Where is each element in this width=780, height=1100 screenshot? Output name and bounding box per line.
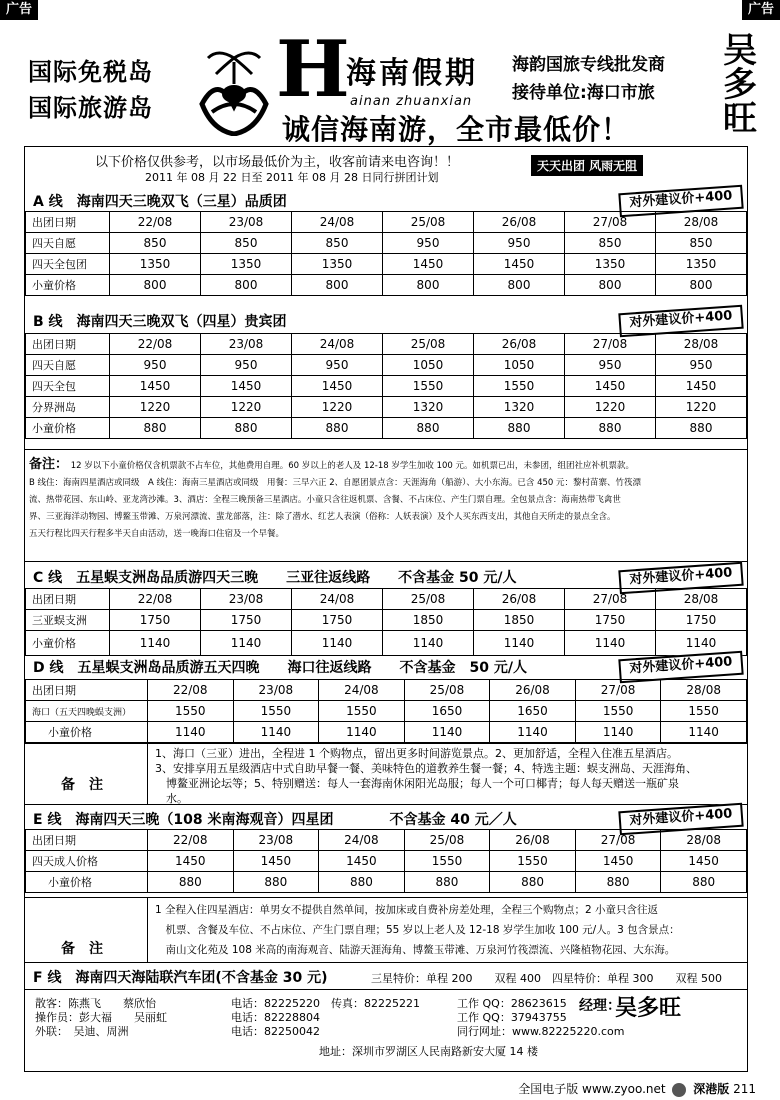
table-cell: 22/08	[110, 212, 201, 233]
table-cell: 1450	[319, 851, 405, 872]
contact-retail: 散客：陈燕飞 蔡欣怡	[35, 997, 156, 1010]
contact-qq-2: 工作 QQ：37943755	[457, 1011, 567, 1024]
table-cell: 1450	[474, 254, 565, 275]
table-cell: 1140	[201, 631, 292, 656]
table-cell: 800	[656, 275, 747, 296]
table-row	[26, 254, 747, 275]
remark-label: 备 注	[61, 777, 103, 793]
table-cell: 880	[292, 418, 383, 439]
table-row	[26, 334, 747, 355]
table-row	[26, 631, 747, 656]
table-cell: 四天自愿	[26, 355, 110, 376]
table-row	[26, 830, 747, 851]
price-sheet	[24, 146, 748, 1072]
price-table	[25, 333, 747, 439]
table-cell: 出团日期	[26, 830, 148, 851]
remark-text: 1 全程入住四星酒店：单男女不提供自然单间，按加床或自费补房差处理，全程三个购物点；2 小童只含往返 机票、含餐及车位、不占床位、产生门票自理；55 岁以上老人及 12-18 岁学生加收 100 元/人。3 包含景点： 南山文化苑及 108 米高的南海观音、陆游天涯海角、博鳌玉带滩、万泉河竹筏漂流、兴隆植物花园、大东海。	[155, 904, 680, 956]
table-cell: 出团日期	[26, 212, 110, 233]
table-cell: 22/08	[148, 680, 234, 701]
table-cell: 950	[656, 355, 747, 376]
table-row	[26, 872, 747, 893]
table-cell: 24/08	[292, 589, 383, 610]
table-cell: 880	[148, 872, 234, 893]
contacts	[25, 995, 747, 1065]
remark-text: 1、海口（三亚）进出，全程进 1 个购物点，留出更多时间游览景点。2、更加舒适，全程入住准五星酒店。 3、安排享用五星级酒店中式自助早餐一餐、美味特色的道教养生餐一餐；4、特选主题：蜈支洲岛、天涯海角、 博鳌亚洲论坛等；5、特别赠送：每人一套海南休闲阳光岛服；每人一个可口椰青；每人每天赠送一瓶矿泉 水。	[155, 747, 697, 805]
section-title: D 线 五星蜈支洲岛品质游五天四晚 海口往返线路 不含基金 50 元/人	[33, 660, 527, 676]
table-cell: 880	[201, 418, 292, 439]
table-cell: 1450	[661, 851, 747, 872]
table-cell: 1450	[575, 851, 661, 872]
table-cell: 24/08	[319, 680, 405, 701]
table-cell: 小童价格	[26, 872, 148, 893]
table-cell: 1140	[319, 722, 405, 743]
manager-label: 经理：	[579, 998, 621, 1014]
table-cell: 1550	[474, 376, 565, 397]
table-cell: 1450	[201, 376, 292, 397]
table-cell: 1140	[292, 631, 383, 656]
table-cell: 23/08	[201, 212, 292, 233]
table-cell: 1750	[292, 610, 383, 631]
price-table	[25, 211, 747, 296]
suggested-price-stamp: 对外建议价+400	[618, 185, 743, 218]
table-cell: 880	[474, 418, 565, 439]
table-cell: 1220	[201, 397, 292, 418]
table-cell: 1550	[319, 701, 405, 722]
table-cell: 1140	[490, 722, 576, 743]
contact-external: 外联： 吴迪、周洲	[35, 1025, 129, 1038]
table-cell: 1650	[404, 701, 490, 722]
table-cell: 1140	[383, 631, 474, 656]
table-cell: 880	[110, 418, 201, 439]
table-cell: 1350	[292, 254, 383, 275]
table-cell: 23/08	[233, 680, 319, 701]
table-cell: 23/08	[201, 334, 292, 355]
table-row	[26, 418, 747, 439]
table-cell: 1750	[201, 610, 292, 631]
table-cell: 950	[565, 355, 656, 376]
table-cell: 950	[383, 233, 474, 254]
table-cell: 28/08	[661, 830, 747, 851]
table-cell: 1450	[656, 376, 747, 397]
table-cell: 950	[474, 233, 565, 254]
remark-label: 备注：	[29, 457, 69, 472]
table-cell: 1350	[656, 254, 747, 275]
contact-phone-1: 电话：82225220 传真：82225221	[231, 997, 420, 1010]
table-cell: 分界洲岛	[26, 397, 110, 418]
table-row	[26, 680, 747, 701]
table-cell: 小童价格	[26, 418, 110, 439]
table-cell: 950	[292, 355, 383, 376]
table-cell: 1050	[383, 355, 474, 376]
table-cell: 26/08	[474, 589, 565, 610]
table-cell: 24/08	[292, 334, 383, 355]
table-cell: 1450	[565, 376, 656, 397]
intro-line-1: 以下价格仅供参考，以市场最低价为主，收客前请来电咨询！！	[95, 155, 460, 170]
table-row	[26, 233, 747, 254]
table-cell: 880	[656, 418, 747, 439]
table-cell: 850	[201, 233, 292, 254]
table-cell: 1750	[565, 610, 656, 631]
section-title: A 线 海南四天三晚双飞（三星）品质团	[33, 194, 287, 210]
table-row	[26, 275, 747, 296]
table-row	[26, 610, 747, 631]
remarks-ab	[25, 449, 747, 560]
table-cell: 28/08	[656, 212, 747, 233]
table-cell: 950	[201, 355, 292, 376]
section-title: B 线 海南四天三晚双飞（四星）贵宾团	[33, 314, 287, 330]
suggested-price-stamp: 对外建议价+400	[618, 803, 743, 836]
table-cell: 1350	[201, 254, 292, 275]
remarks-e	[25, 897, 747, 963]
table-cell: 27/08	[565, 334, 656, 355]
brand-pinyin: ainan zhuanxian	[350, 94, 473, 109]
palm-logo-icon	[198, 44, 270, 136]
table-cell: 28/08	[656, 334, 747, 355]
table-cell: 800	[110, 275, 201, 296]
table-cell: 小童价格	[26, 275, 110, 296]
table-cell: 1140	[565, 631, 656, 656]
table-cell: 1550	[383, 376, 474, 397]
contact-address: 地址：深圳市罗湖区人民南路新安大厦 14 楼	[319, 1045, 538, 1058]
table-cell: 四天自愿	[26, 233, 110, 254]
brand-letter: H	[276, 24, 350, 115]
table-cell: 1050	[474, 355, 565, 376]
table-row	[26, 355, 747, 376]
brand-name: 海南假期	[346, 56, 478, 91]
table-cell: 四天全包	[26, 376, 110, 397]
daily-departure-badge: 天天出团 风雨无阻	[531, 155, 643, 176]
header	[0, 18, 780, 146]
table-cell: 800	[383, 275, 474, 296]
table-cell: 1140	[110, 631, 201, 656]
table-cell: 800	[565, 275, 656, 296]
table-cell: 22/08	[148, 830, 234, 851]
remark-line: B 线住：海南四星酒店或同级 A 线住：海南三星酒店或同级 用餐：三早六正 2、自愿团景点含：天涯海角（船游）、大小东海。已含 450 元：黎村苗寨、竹筏漂	[29, 478, 642, 488]
table-cell: 880	[575, 872, 661, 893]
table-cell: 25/08	[404, 830, 490, 851]
table-cell: 850	[292, 233, 383, 254]
table-cell: 小童价格	[26, 631, 110, 656]
table-cell: 四天全包团	[26, 254, 110, 275]
remark-line: 备注： 12 岁以下小童价格仅含机票款不占车位，其他费用自理。60 岁以上的老人及 12-18 岁学生加收 100 元。如机票已出，未参团，组团社应补机票款。	[29, 457, 634, 472]
table-cell: 1140	[575, 722, 661, 743]
section-title: F 线 海南四天海陆联汽车团(不含基金 30 元)	[33, 970, 328, 986]
page-footer	[518, 1080, 756, 1097]
price-table	[25, 679, 747, 743]
section-title: E 线 海南四天三晚（108 米南海观音）四星团 不含基金 40 元／人	[33, 812, 517, 828]
table-cell: 1350	[565, 254, 656, 275]
table-cell: 1550	[575, 701, 661, 722]
table-cell: 1140	[404, 722, 490, 743]
slogan-main: 诚信海南游，全市最低价！	[282, 113, 631, 146]
table-cell: 850	[656, 233, 747, 254]
table-cell: 1220	[110, 397, 201, 418]
ad-label-right: 广告	[742, 0, 780, 20]
section-f	[25, 963, 747, 990]
table-row	[26, 701, 747, 722]
table-row	[26, 376, 747, 397]
table-cell: 1450	[148, 851, 234, 872]
table-cell: 800	[474, 275, 565, 296]
table-cell: 880	[404, 872, 490, 893]
table-cell: 27/08	[565, 212, 656, 233]
table-cell: 出团日期	[26, 680, 148, 701]
table-cell: 1220	[656, 397, 747, 418]
table-cell: 1220	[565, 397, 656, 418]
price-table	[25, 829, 747, 893]
slogan-free-trade: 国际免税岛	[28, 58, 153, 86]
table-cell: 出团日期	[26, 589, 110, 610]
table-cell: 出团日期	[26, 334, 110, 355]
table-cell: 25/08	[383, 589, 474, 610]
table-cell: 1450	[233, 851, 319, 872]
table-cell: 1550	[233, 701, 319, 722]
remark-line: 流、热带花园、东山岭、亚龙湾沙滩。3、酒店：全程三晚预备三星酒店。小童只含往返机票、含餐、不占床位、产生门票自理。全包景点含：海南热带飞禽世	[29, 495, 621, 505]
contact-operator: 操作员：彭大福 吴丽虹	[35, 1011, 167, 1024]
contact-qq-1: 工作 QQ：28623615	[457, 997, 567, 1010]
footer-edition: 深港版	[693, 1082, 730, 1096]
table-row	[26, 589, 747, 610]
table-cell: 950	[110, 355, 201, 376]
table-cell: 880	[233, 872, 319, 893]
table-row	[26, 212, 747, 233]
table-cell: 23/08	[201, 589, 292, 610]
table-cell: 1850	[474, 610, 565, 631]
manager-name-vertical: 吴多旺	[723, 31, 757, 139]
table-cell: 26/08	[490, 680, 576, 701]
table-cell: 800	[201, 275, 292, 296]
table-cell: 28/08	[661, 680, 747, 701]
table-cell: 25/08	[383, 212, 474, 233]
table-cell: 25/08	[404, 680, 490, 701]
agency-line-2: 接待单位:海口市旅	[512, 83, 655, 103]
table-cell: 880	[661, 872, 747, 893]
table-cell: 24/08	[319, 830, 405, 851]
suggested-price-stamp: 对外建议价+400	[618, 651, 743, 684]
table-cell: 1140	[474, 631, 565, 656]
table-row	[26, 722, 747, 743]
section-title: C 线 五星蜈支洲岛品质游四天三晚 三亚往返线路 不含基金 50 元/人	[33, 570, 517, 586]
remarks-d	[25, 743, 747, 805]
table-cell: 23/08	[233, 830, 319, 851]
f-line-prices: 三星特价：单程 200 双程 400 四星特价：单程 300 双程 500	[371, 972, 722, 985]
table-cell: 850	[565, 233, 656, 254]
contact-phone-3: 电话：82250042	[231, 1025, 320, 1038]
table-cell: 26/08	[474, 334, 565, 355]
table-cell: 1750	[656, 610, 747, 631]
section-c	[25, 561, 747, 650]
slogan-tourism: 国际旅游岛	[28, 94, 153, 122]
table-cell: 1550	[661, 701, 747, 722]
table-cell: 26/08	[474, 212, 565, 233]
table-cell: 27/08	[565, 589, 656, 610]
table-cell: 25/08	[383, 334, 474, 355]
table-cell: 1450	[292, 376, 383, 397]
table-cell: 1750	[110, 610, 201, 631]
remark-line: 界、三亚海洋动物园、博鳌玉带滩、万泉河漂流、蜚龙部落，注：除了潜水、红艺人表演（俗称：人妖表演）及个人买东西支出，其他自天所走的景点全含。	[29, 512, 616, 522]
table-cell: 880	[490, 872, 576, 893]
table-cell: 1450	[110, 376, 201, 397]
table-row	[26, 397, 747, 418]
table-cell: 1320	[474, 397, 565, 418]
table-cell: 1650	[490, 701, 576, 722]
table-cell: 1140	[661, 722, 747, 743]
agency-line-1: 海韵国旅专线批发商	[512, 55, 665, 75]
table-cell: 1140	[233, 722, 319, 743]
table-cell: 1550	[490, 851, 576, 872]
table-cell: 880	[319, 872, 405, 893]
table-cell: 1140	[148, 722, 234, 743]
table-cell: 1320	[383, 397, 474, 418]
table-cell: 26/08	[490, 830, 576, 851]
table-cell: 1140	[656, 631, 747, 656]
footer-site: 全国电子版 www.zyoo.net	[518, 1082, 666, 1096]
price-table	[25, 588, 747, 656]
table-cell: 1550	[148, 701, 234, 722]
table-cell: 1550	[404, 851, 490, 872]
table-cell: 28/08	[656, 589, 747, 610]
table-cell: 850	[110, 233, 201, 254]
manager-name: 吴多旺	[615, 996, 682, 1021]
table-row	[26, 851, 747, 872]
table-cell: 880	[383, 418, 474, 439]
table-cell: 22/08	[110, 334, 201, 355]
table-cell: 24/08	[292, 212, 383, 233]
page-number: 211	[733, 1082, 756, 1096]
table-cell: 880	[565, 418, 656, 439]
remark-label: 备 注	[61, 941, 103, 957]
contact-phone-2: 电话：82228804	[231, 1011, 320, 1024]
table-cell: 22/08	[110, 589, 201, 610]
table-cell: 800	[292, 275, 383, 296]
table-cell: 小童价格	[26, 722, 148, 743]
table-cell: 1850	[383, 610, 474, 631]
footer-logo-icon	[672, 1083, 686, 1097]
table-cell: 1450	[383, 254, 474, 275]
suggested-price-stamp: 对外建议价+400	[618, 562, 743, 595]
table-cell: 27/08	[575, 830, 661, 851]
table-cell: 27/08	[575, 680, 661, 701]
intro-line-2: 2011 年 08 月 22 日至 2011 年 08 月 28 日同行拼团计划	[145, 171, 439, 184]
suggested-price-stamp: 对外建议价+400	[618, 305, 743, 338]
table-cell: 三亚蜈支洲	[26, 610, 110, 631]
remark-line: 五天行程比四天行程多半天自由活动，送一晚海口住宿及一个早餐。	[29, 529, 285, 539]
table-cell: 四天成人价格	[26, 851, 148, 872]
table-cell: 1350	[110, 254, 201, 275]
contact-website: 同行网址：www.82225220.com	[457, 1025, 625, 1038]
table-cell: 1220	[292, 397, 383, 418]
table-cell: 海口（五天四晚蜈支洲）	[26, 701, 148, 722]
ad-label-left: 广告	[0, 0, 38, 20]
